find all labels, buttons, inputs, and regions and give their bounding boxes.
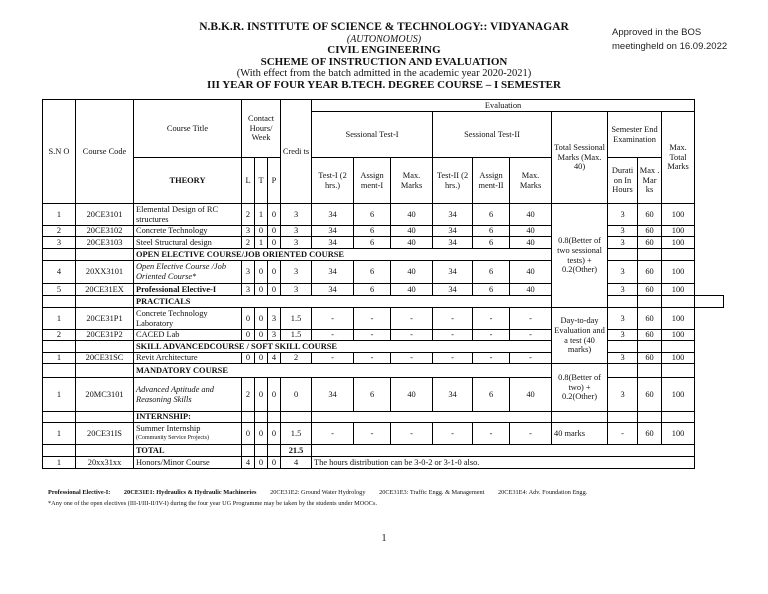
cell-credits: 0 xyxy=(281,378,312,412)
col-semester-end: Semester End Examination xyxy=(608,112,662,158)
cell-max-marks: 60 xyxy=(638,330,662,341)
cell-code: 20xx31xx xyxy=(76,457,134,469)
cell-l: 0 xyxy=(242,423,255,445)
cell-max-marks: 60 xyxy=(638,378,662,412)
col-theory: THEORY xyxy=(134,158,242,204)
cell-credits: 3 xyxy=(281,204,312,226)
cell-empty xyxy=(76,249,134,261)
cell-test-1: - xyxy=(312,330,354,341)
cell-l: 0 xyxy=(242,308,255,330)
section-practicals: PRACTICALS xyxy=(134,296,552,308)
cell-duration: 3 xyxy=(608,330,638,341)
section-mandatory: MANDATORY COURSE xyxy=(134,364,552,378)
col-duration: Durati on In Hours xyxy=(608,158,638,204)
total-row xyxy=(43,445,724,457)
col-l: L xyxy=(242,158,255,204)
cell-empty xyxy=(638,296,662,308)
cell-t: 0 xyxy=(255,378,268,412)
cell-sno: 5 xyxy=(43,284,76,296)
cell-empty xyxy=(662,412,695,423)
cell-empty xyxy=(312,445,695,457)
section-internship: INTERNSHIP: xyxy=(134,412,242,423)
cell-l: 3 xyxy=(242,226,255,237)
cell-empty xyxy=(608,412,638,423)
cell-assign-1: 6 xyxy=(354,378,391,412)
approval-line-2: meetingheld on 16.09.2022 xyxy=(612,41,728,52)
cell-test-2: 34 xyxy=(433,378,473,412)
table-row xyxy=(43,330,724,341)
cell-t: 1 xyxy=(255,204,268,226)
cell-code: 20CE3103 xyxy=(76,237,134,249)
cell-total: 100 xyxy=(662,330,695,341)
table-row xyxy=(43,261,724,284)
table-row xyxy=(43,308,724,330)
cell-tsm-theory: 0.8(Better of two sessional tests) + 0.2(Other) xyxy=(552,204,608,308)
section-row-open-elective xyxy=(43,249,724,261)
section-row-practicals xyxy=(43,296,724,308)
cell-assign-2: - xyxy=(473,308,510,330)
cell-assign-2: 6 xyxy=(473,378,510,412)
cell-credits: 1.5 xyxy=(281,330,312,341)
cell-l: 3 xyxy=(242,284,255,296)
cell-credits: 3 xyxy=(281,284,312,296)
cell-empty xyxy=(281,412,312,423)
cell-max-1: 40 xyxy=(391,237,433,249)
cell-test-2: 34 xyxy=(433,284,473,296)
cell-total: 100 xyxy=(662,261,695,284)
institute-name: N.B.K.R. INSTITUTE OF SCIENCE & TECHNOLOGY:: VIDYANAGAR xyxy=(199,21,569,33)
col-assign-2: Assign ment-II xyxy=(473,158,510,204)
cell-empty xyxy=(312,412,552,423)
cell-max-2: 40 xyxy=(510,226,552,237)
section-open-elective: OPEN ELECTIVE COURSE/JOB ORIENTED COURSE xyxy=(134,249,552,261)
cell-l: 2 xyxy=(242,237,255,249)
cell-max-2: - xyxy=(510,423,552,445)
cell-max-marks: 60 xyxy=(638,261,662,284)
cell-duration: 3 xyxy=(608,226,638,237)
approval-note xyxy=(612,26,727,54)
cell-t: 0 xyxy=(255,308,268,330)
pe-label: Professional Elective-I: xyxy=(48,489,111,496)
cell-empty xyxy=(242,445,255,457)
cell-credits: 4 xyxy=(281,457,312,469)
table-row xyxy=(43,353,724,364)
cell-duration: 3 xyxy=(608,284,638,296)
table-row xyxy=(43,457,724,469)
cell-assign-2: 6 xyxy=(473,237,510,249)
cell-p: 0 xyxy=(268,204,281,226)
col-title: Course Title xyxy=(134,100,242,158)
cell-assign-2: 6 xyxy=(473,284,510,296)
col-sessional-1: Sessional Test-I xyxy=(312,112,433,158)
cell-p: 3 xyxy=(268,308,281,330)
cell-code: 20MC3101 xyxy=(76,378,134,412)
cell-empty xyxy=(43,364,76,378)
cell-title: Steel Structural design xyxy=(134,237,242,249)
cell-credits: 2 xyxy=(281,353,312,364)
cell-empty xyxy=(552,412,608,423)
total-credits: 21.5 xyxy=(281,445,312,457)
cell-t: 0 xyxy=(255,353,268,364)
cell-max-1: 40 xyxy=(391,261,433,284)
col-contact: Contact Hours/ Week xyxy=(242,100,281,158)
cell-code: 20CE31P1 xyxy=(76,308,134,330)
effect-note: (With effect from the batch admitted in the academic year 2020-2021) xyxy=(236,68,532,79)
cell-empty xyxy=(608,296,638,308)
cell-t: 0 xyxy=(255,226,268,237)
cell-test-1: - xyxy=(312,423,354,445)
pe-option-4: 20CE31E4: Adv. Foundation Engg. xyxy=(497,489,588,496)
cell-max-2: 40 xyxy=(510,204,552,226)
cell-max-2: 40 xyxy=(510,261,552,284)
cell-empty xyxy=(268,412,281,423)
cell-empty xyxy=(242,412,255,423)
cell-total: 100 xyxy=(662,353,695,364)
table-row xyxy=(43,226,724,237)
scheme-title: SCHEME OF INSTRUCTION AND EVALUATION xyxy=(260,55,508,68)
honors-note: The hours distribution can be 3-0-2 or 3-1-0 also. xyxy=(312,457,695,469)
cell-tsm-mandatory: 0.8(Better of two) + 0.2(Other) xyxy=(552,364,608,412)
cell-empty xyxy=(43,296,76,308)
cell-assign-1: 6 xyxy=(354,226,391,237)
cell-empty xyxy=(608,249,638,261)
cell-code: 20XX3101 xyxy=(76,261,134,284)
col-evaluation: Evaluation xyxy=(312,100,695,112)
cell-duration: 3 xyxy=(608,237,638,249)
cell-test-2: 34 xyxy=(433,226,473,237)
cell-p: 0 xyxy=(268,378,281,412)
header-row-3 xyxy=(43,158,724,204)
cell-p: 0 xyxy=(268,261,281,284)
cell-max-1: - xyxy=(391,330,433,341)
approval-line-1: Approved in the BOS xyxy=(612,27,702,38)
scheme-table xyxy=(42,99,724,469)
pe-option-3: 20CE31E3: Traffic Engg. & Management xyxy=(379,489,485,496)
cell-test-2: - xyxy=(433,353,473,364)
cell-assign-2: - xyxy=(473,353,510,364)
cell-max-1: - xyxy=(391,308,433,330)
cell-test-2: 34 xyxy=(433,237,473,249)
cell-sno: 1 xyxy=(43,204,76,226)
cell-l: 0 xyxy=(242,353,255,364)
cell-test-2: 34 xyxy=(433,261,473,284)
cell-max-1: 40 xyxy=(391,284,433,296)
cell-max-marks: 60 xyxy=(638,353,662,364)
cell-empty xyxy=(638,249,662,261)
cell-max-marks: 60 xyxy=(638,237,662,249)
cell-p: 0 xyxy=(268,284,281,296)
pe-option-2: 20CE31E2: Ground Water Hydrology xyxy=(270,489,366,496)
cell-empty xyxy=(76,296,134,308)
col-sessional-2: Sessional Test-II xyxy=(433,112,552,158)
cell-empty xyxy=(662,296,695,308)
cell-title: Concrete Technology Laboratory xyxy=(134,308,242,330)
cell-empty xyxy=(662,364,695,378)
cell-title: CACED Lab xyxy=(134,330,242,341)
cell-l: 4 xyxy=(242,457,255,469)
internship-title: Summer Internship xyxy=(136,423,201,433)
cell-test-1: 34 xyxy=(312,284,354,296)
cell-total: 100 xyxy=(662,308,695,330)
cell-assign-2: 6 xyxy=(473,226,510,237)
autonomous-label: (AUTONOMOUS) xyxy=(346,33,422,45)
cell-test-1: 34 xyxy=(312,237,354,249)
cell-sno: 1 xyxy=(43,423,76,445)
cell-assign-1: - xyxy=(354,330,391,341)
table-row xyxy=(43,284,724,296)
cell-empty xyxy=(76,445,134,457)
header-row-1 xyxy=(43,100,724,112)
cell-duration: - xyxy=(608,423,638,445)
col-p: P xyxy=(268,158,281,204)
cell-test-2: - xyxy=(433,330,473,341)
cell-test-1: - xyxy=(312,308,354,330)
table-row xyxy=(43,237,724,249)
cell-sno: 2 xyxy=(43,226,76,237)
table-row xyxy=(43,423,724,445)
cell-total: 100 xyxy=(662,226,695,237)
cell-empty xyxy=(43,249,76,261)
cell-max-1: - xyxy=(391,423,433,445)
cell-total: 100 xyxy=(662,284,695,296)
cell-test-2: - xyxy=(433,423,473,445)
cell-t: 0 xyxy=(255,457,268,469)
cell-code: 20CE3102 xyxy=(76,226,134,237)
cell-max-2: 40 xyxy=(510,284,552,296)
cell-title: Honors/Minor Course xyxy=(134,457,242,469)
cell-l: 2 xyxy=(242,204,255,226)
cell-p: 0 xyxy=(268,423,281,445)
cell-code: 20CE31P2 xyxy=(76,330,134,341)
cell-title: Concrete Technology xyxy=(134,226,242,237)
cell-assign-2: 6 xyxy=(473,261,510,284)
cell-sno: 4 xyxy=(43,261,76,284)
cell-credits: 1.5 xyxy=(281,308,312,330)
col-max-total: Max. Total Marks xyxy=(662,112,695,204)
total-label: TOTAL xyxy=(134,445,242,457)
cell-max-marks: 60 xyxy=(638,308,662,330)
cell-max-1: - xyxy=(391,353,433,364)
cell-t: 0 xyxy=(255,330,268,341)
cell-credits: 3 xyxy=(281,237,312,249)
cell-assign-1: - xyxy=(354,423,391,445)
cell-max-2: - xyxy=(510,308,552,330)
cell-sno: 1 xyxy=(43,353,76,364)
cell-empty xyxy=(76,412,134,423)
cell-sno: 1 xyxy=(43,457,76,469)
cell-test-1: 34 xyxy=(312,261,354,284)
cell-title: Open Elective Course /Job Oriented Course* xyxy=(134,261,242,284)
cell-empty xyxy=(43,341,76,353)
cell-assign-1: - xyxy=(354,353,391,364)
cell-total: 100 xyxy=(662,378,695,412)
cell-max-marks: 60 xyxy=(638,284,662,296)
cell-test-1: 34 xyxy=(312,378,354,412)
cell-max-1: 40 xyxy=(391,204,433,226)
cell-assign-1: - xyxy=(354,308,391,330)
col-test-1: Test-I (2 hrs.) xyxy=(312,158,354,204)
cell-empty xyxy=(76,341,134,353)
cell-assign-1: 6 xyxy=(354,204,391,226)
cell-empty xyxy=(638,412,662,423)
cell-assign-2: - xyxy=(473,423,510,445)
cell-l: 3 xyxy=(242,261,255,284)
table-row xyxy=(43,204,724,226)
pe-option-1: 20CE31E1: Hydraulics & Hydraulic Machineries xyxy=(123,489,257,496)
cell-empty xyxy=(43,412,76,423)
section-row-mandatory xyxy=(43,364,724,378)
cell-test-1: 34 xyxy=(312,204,354,226)
cell-assign-1: 6 xyxy=(354,237,391,249)
cell-code: 20CE31IS xyxy=(76,423,134,445)
cell-max-2: - xyxy=(510,353,552,364)
cell-title: Professional Elective-I xyxy=(134,284,242,296)
cell-max-1: 40 xyxy=(391,226,433,237)
col-assign-1: Assign ment-I xyxy=(354,158,391,204)
cell-empty xyxy=(662,341,695,353)
cell-t: 0 xyxy=(255,284,268,296)
cell-assign-2: - xyxy=(473,330,510,341)
cell-l: 0 xyxy=(242,330,255,341)
cell-p: 0 xyxy=(268,237,281,249)
cell-p: 0 xyxy=(268,226,281,237)
cell-max-1: 40 xyxy=(391,378,433,412)
cell-title: Advanced Aptitude and Reasoning Skills xyxy=(134,378,242,412)
course-title: III YEAR OF FOUR YEAR B.TECH. DEGREE COURSE – I SEMESTER xyxy=(207,78,561,91)
cell-t: 0 xyxy=(255,423,268,445)
cell-sno: 3 xyxy=(43,237,76,249)
department-name: CIVIL ENGINEERING xyxy=(327,44,441,56)
cell-duration: 3 xyxy=(608,204,638,226)
col-test-2: Test-II (2 hrs.) xyxy=(433,158,473,204)
cell-max-2: 40 xyxy=(510,237,552,249)
col-max-marks: Max . Mar ks xyxy=(638,158,662,204)
cell-assign-1: 6 xyxy=(354,284,391,296)
cell-total: 100 xyxy=(662,423,695,445)
col-max-1: Max. Marks xyxy=(391,158,433,204)
cell-empty xyxy=(608,364,638,378)
mooc-note: *Any one of the open electives (III-I/III-II/IV-I) during the four year UG Programme may be taken by the students under MOOCs. xyxy=(48,500,378,507)
col-t: T xyxy=(255,158,268,204)
cell-code: 20CE31SC xyxy=(76,353,134,364)
cell-test-2: - xyxy=(433,308,473,330)
col-code: Course Code xyxy=(76,100,134,204)
cell-t: 0 xyxy=(255,261,268,284)
cell-tsm-practical: Day-to-day Evaluation and a test (40 marks) xyxy=(552,308,608,364)
col-max-2: Max. Marks xyxy=(510,158,552,204)
page-number: 1 xyxy=(381,533,387,544)
cell-sno: 2 xyxy=(43,330,76,341)
section-row-internship xyxy=(43,412,724,423)
cell-empty xyxy=(638,364,662,378)
cell-max-marks: 60 xyxy=(638,204,662,226)
section-skill: SKILL ADVANCEDCOURSE / SOFT SKILL COURSE xyxy=(134,341,552,353)
cell-test-2: 34 xyxy=(433,204,473,226)
cell-max-2: 40 xyxy=(510,378,552,412)
cell-t: 1 xyxy=(255,237,268,249)
cell-empty xyxy=(76,364,134,378)
cell-empty xyxy=(695,296,724,308)
cell-empty xyxy=(255,412,268,423)
cell-max-marks: 60 xyxy=(638,226,662,237)
cell-empty xyxy=(255,445,268,457)
cell-max-marks: 60 xyxy=(638,423,662,445)
cell-duration: 3 xyxy=(608,378,638,412)
section-row-skill xyxy=(43,341,724,353)
cell-title: Elemental Design of RC structures xyxy=(134,204,242,226)
cell-assign-1: 6 xyxy=(354,261,391,284)
cell-empty xyxy=(638,341,662,353)
cell-credits: 3 xyxy=(281,261,312,284)
cell-duration: 3 xyxy=(608,353,638,364)
col-sno: S.N O xyxy=(43,100,76,204)
col-credits: Credi ts xyxy=(281,100,312,204)
cell-sno: 1 xyxy=(43,308,76,330)
cell-p: 0 xyxy=(268,457,281,469)
cell-title: Revit Architecture xyxy=(134,353,242,364)
cell-l: 2 xyxy=(242,378,255,412)
cell-sno: 1 xyxy=(43,378,76,412)
cell-duration: 3 xyxy=(608,308,638,330)
cell-assign-2: 6 xyxy=(473,204,510,226)
cell-test-1: 34 xyxy=(312,226,354,237)
internship-subtitle: (Community Service Projects) xyxy=(136,434,209,441)
cell-credits: 3 xyxy=(281,226,312,237)
cell-total: 100 xyxy=(662,204,695,226)
cell-total: 100 xyxy=(662,237,695,249)
cell-empty xyxy=(608,341,638,353)
table-row xyxy=(43,378,724,412)
cell-empty xyxy=(268,445,281,457)
cell-test-1: - xyxy=(312,353,354,364)
cell-tsm-internship: 40 marks xyxy=(552,423,608,445)
cell-empty xyxy=(43,445,76,457)
professional-elective-list xyxy=(48,489,599,496)
cell-p: 3 xyxy=(268,330,281,341)
cell-credits: 1.5 xyxy=(281,423,312,445)
cell-duration: 3 xyxy=(608,261,638,284)
cell-p: 4 xyxy=(268,353,281,364)
cell-empty xyxy=(662,249,695,261)
cell-max-2: - xyxy=(510,330,552,341)
col-total-sessional: Total Sessional Marks (Max. 40) xyxy=(552,112,608,204)
cell-code: 20CE3101 xyxy=(76,204,134,226)
cell-title xyxy=(134,423,242,445)
cell-code: 20CE31EX xyxy=(76,284,134,296)
